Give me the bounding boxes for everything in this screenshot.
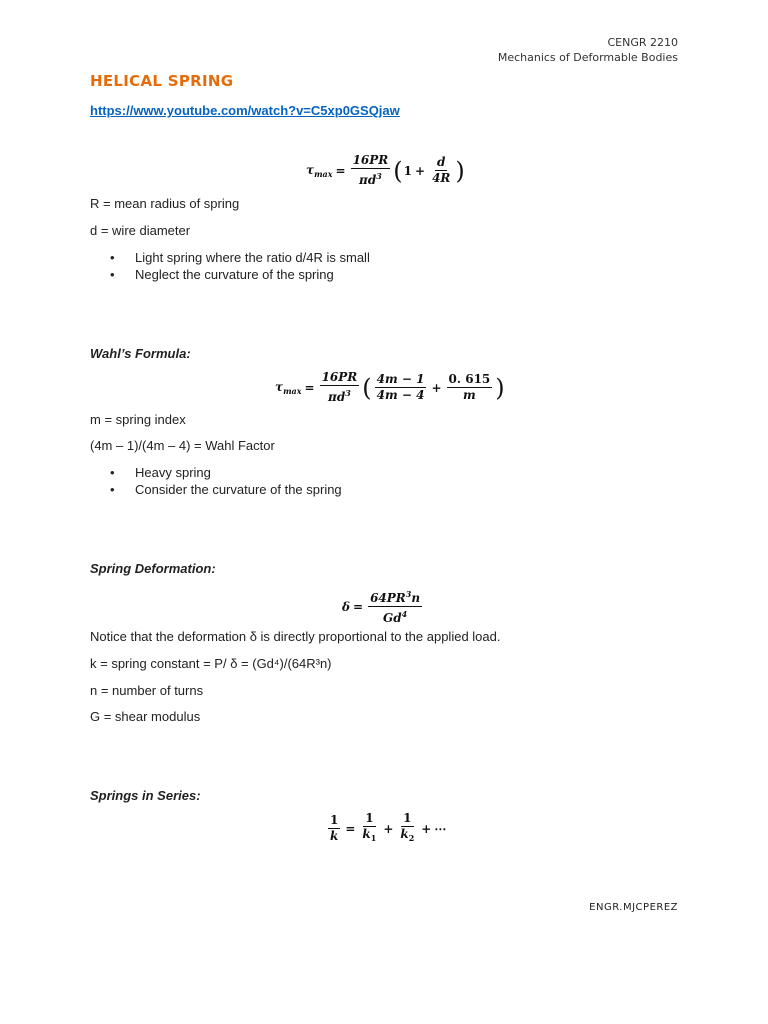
def-number-of-turns: n = number of turns (90, 683, 204, 698)
def-spring-index: m = spring index (90, 412, 186, 427)
deformation-notice: Notice that the deformation δ is directly proportional to the applied load. (90, 629, 501, 644)
section-heading-series: Springs in Series: (90, 788, 201, 803)
author-footer: ENGR.MJCPEREZ (589, 902, 678, 913)
def-wahl-factor: (4m – 1)/(4m – 4) = Wahl Factor (90, 438, 275, 453)
def-shear-modulus: G = shear modulus (90, 709, 201, 724)
def-spring-constant: k = spring constant = P/ δ = (Gd⁴)/(64R³n) (90, 656, 332, 671)
def-mean-radius: R = mean radius of spring (90, 196, 240, 211)
list-item: • Neglect the curvature of the spring (110, 267, 334, 282)
youtube-link[interactable]: https://www.youtube.com/watch?v=C5xp0GSQjaw (90, 103, 400, 118)
wahl-equation: $\tau_{max}$ = $\frac{16PR}{\pi d^3}$ ( $\frac{4m - 1}{4m - 4}$ + $\frac{0. 615}{m}$ ) (275, 370, 505, 404)
deformation-equation: δ = $\frac{64PR^3n}{Gd^4}$ (342, 589, 421, 625)
section-heading-wahl: Wahl’s Formula: (90, 346, 191, 361)
tau-max-equation: $\tau_{max}$ = $\frac{16PR}{\pi d^3}$ ( 1 + $\frac{d}{4R}$ ) (306, 153, 465, 187)
page-title: HELICAL SPRING (90, 72, 234, 90)
course-code: CENGR 2210 (607, 36, 678, 49)
section-heading-deformation: Spring Deformation: (90, 561, 216, 576)
list-item: • Heavy spring (110, 465, 211, 480)
list-item: • Consider the curvature of the spring (110, 482, 342, 497)
def-wire-diameter: d = wire diameter (90, 223, 191, 238)
course-subtitle: Mechanics of Deformable Bodies (497, 51, 678, 64)
list-item: • Light spring where the ratio d/4R is small (110, 250, 370, 265)
series-equation: $\frac{1}{k}$ = $\frac{1}{k_1}$ + $\frac{1}{k_2}$ + ⋯ (330, 811, 447, 843)
